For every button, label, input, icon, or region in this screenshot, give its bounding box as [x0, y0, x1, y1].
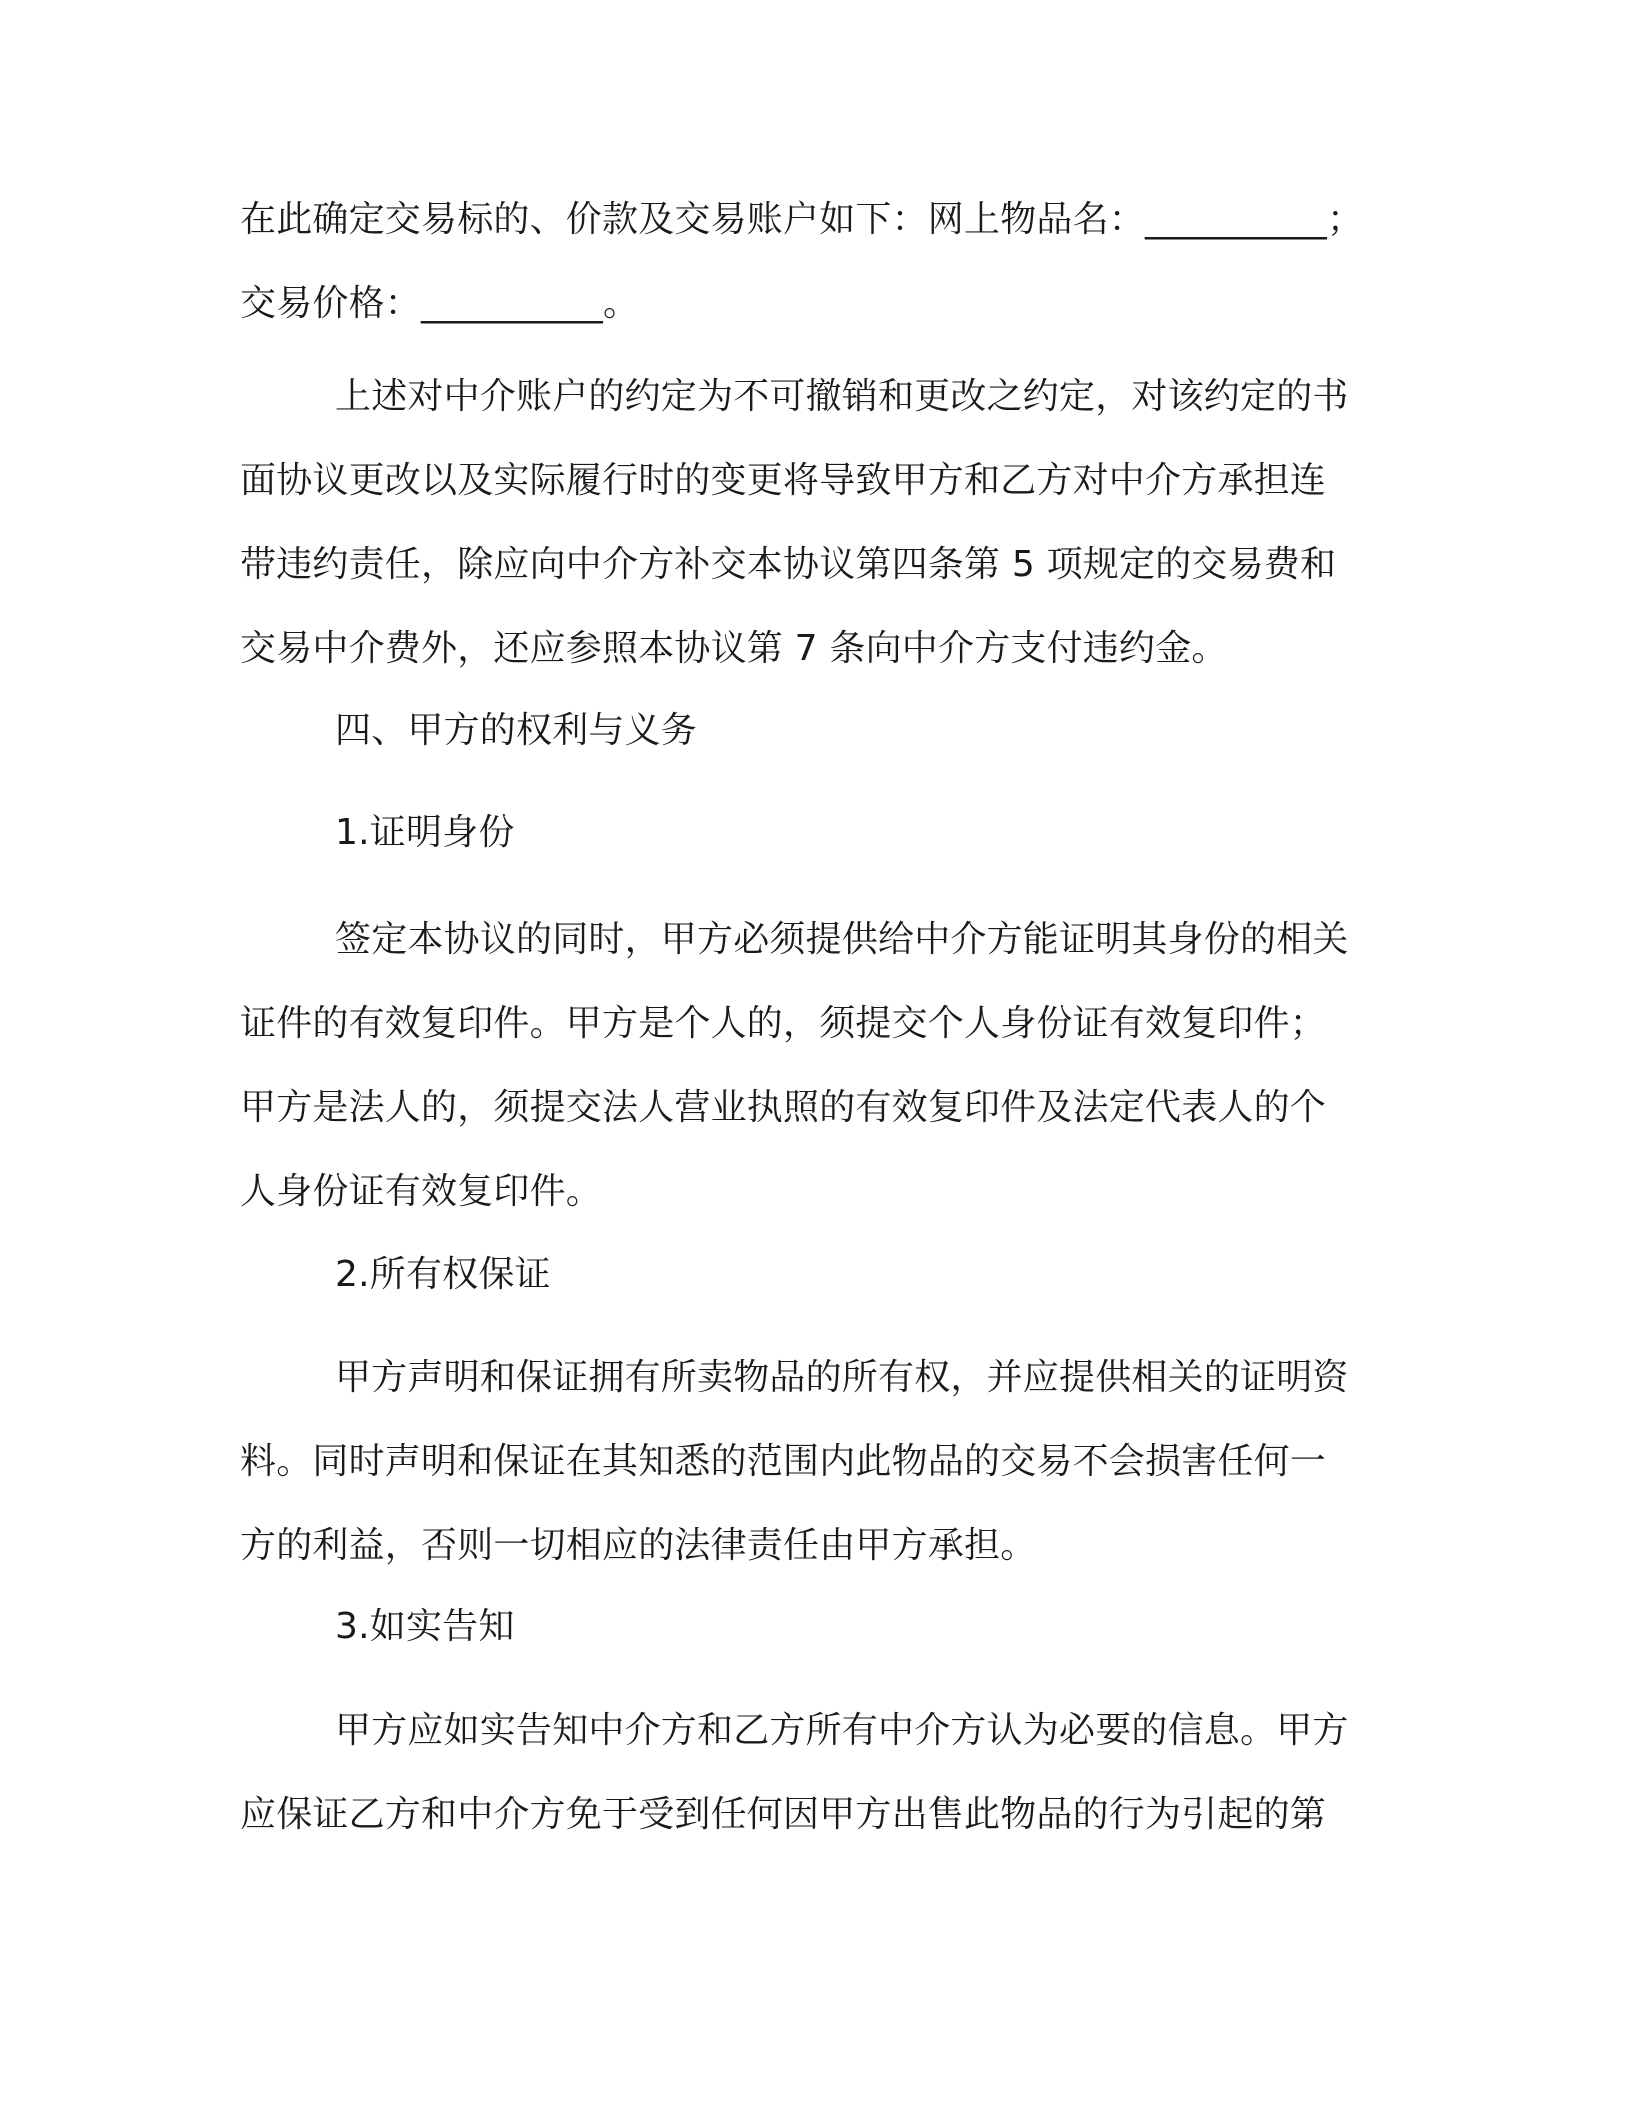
text-line: 面协议更改以及实际履行时的变更将导致甲方和乙方对中介方承担连 — [240, 460, 1327, 501]
text-line: 甲方是法人的，须提交法人营业执照的有效复印件及法定代表人的个 — [240, 1087, 1327, 1128]
paragraph-transaction-terms — [240, 178, 1375, 346]
item-heading: 2.所有权保证 — [335, 1254, 551, 1295]
text-line: 带违约责任，除应向中介方补交本协议第四条第 5 项规定的交易费和 — [240, 544, 1337, 585]
paragraph-ownership — [240, 1336, 1375, 1588]
section-heading: 四、甲方的权利与义务 — [335, 710, 698, 751]
text-line: 甲方应如实告知中介方和乙方所有中介方认为必要的信息。甲方 — [335, 1710, 1349, 1751]
text-line: 人身份证有效复印件。 — [240, 1171, 603, 1212]
item-heading: 1.证明身份 — [335, 812, 515, 853]
text-line: 签定本协议的同时，甲方必须提供给中介方能证明其身份的相关 — [335, 919, 1349, 960]
text-line: 在此确定交易标的、价款及交易账户如下：网上物品名：__________； — [240, 199, 1364, 240]
paragraph-identity — [240, 898, 1375, 1234]
text-line: 证件的有效复印件。甲方是个人的，须提交个人身份证有效复印件； — [240, 1003, 1327, 1044]
paragraph-account-agreement — [240, 355, 1375, 691]
text-line: 方的利益，否则一切相应的法律责任由甲方承担。 — [240, 1525, 1037, 1566]
paragraph-disclosure — [240, 1689, 1375, 1857]
text-line: 甲方声明和保证拥有所卖物品的所有权，并应提供相关的证明资 — [335, 1357, 1349, 1398]
text-line: 交易价格：__________。 — [240, 283, 640, 324]
text-line: 上述对中介账户的约定为不可撤销和更改之约定，对该约定的书 — [335, 376, 1349, 417]
text-line: 料。同时声明和保证在其知悉的范围内此物品的交易不会损害任何一 — [240, 1441, 1327, 1482]
text-line: 交易中介费外，还应参照本协议第 7 条向中介方支付违约金。 — [240, 628, 1228, 669]
item-heading-identity — [240, 791, 1375, 875]
item-heading: 3.如实告知 — [335, 1606, 515, 1647]
text-line: 应保证乙方和中介方免于受到任何因甲方出售此物品的行为引起的第 — [240, 1794, 1327, 1835]
section-heading-party-a-rights — [240, 689, 1375, 773]
item-heading-ownership — [240, 1233, 1375, 1317]
item-heading-disclosure — [240, 1585, 1375, 1669]
